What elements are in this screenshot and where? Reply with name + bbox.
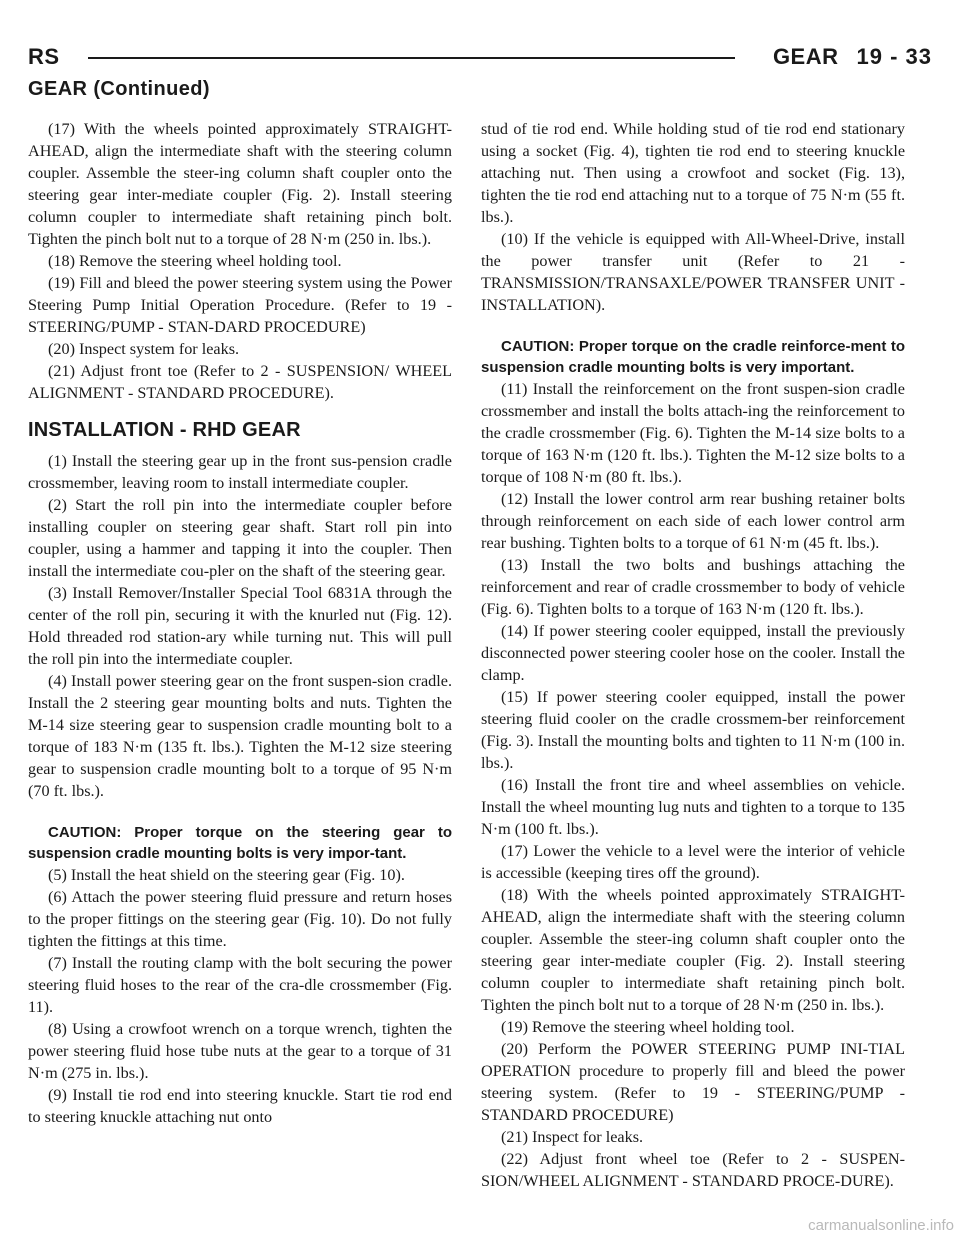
- step-paragraph: (16) Install the front tire and wheel assemblies on vehicle. Install the wheel mounting lug nuts and tighten to a torque to 135 N·m (100 ft. lbs.).: [481, 776, 905, 838]
- step-paragraph: (6) Attach the power steering fluid pressure and return hoses to the proper fittings on the steering gear (Fig. 10). Do not fully tighten the fittings at this time.: [28, 888, 452, 950]
- step-paragraph: (14) If power steering cooler equipped, install the previously disconnected power steering cooler hose on the cooler. Install the clamp.: [481, 622, 905, 684]
- continued-title: GEAR (Continued): [28, 78, 210, 100]
- step-paragraph: (22) Adjust front wheel toe (Refer to 2 - SUSPEN-SION/WHEEL ALIGNMENT - STANDARD PROCE-DURE).: [481, 1150, 905, 1190]
- step-paragraph: (18) Remove the steering wheel holding tool.: [48, 252, 342, 270]
- header-model-code: RS: [28, 44, 60, 69]
- left-column: [28, 118, 452, 1128]
- step-paragraph: (17) Lower the vehicle to a level were the interior of vehicle is accessible (keeping tires off the ground).: [481, 842, 905, 882]
- step-paragraph: (8) Using a crowfoot wrench on a torque wrench, tighten the power steering fluid hose tube nuts at the gear to a torque of 31 N·m (275 in. lbs.).: [28, 1020, 452, 1082]
- caution-note: CAUTION: Proper torque on the cradle reinforce-ment to suspension cradle mounting bolts is very important.: [481, 338, 905, 376]
- step-paragraph: (2) Start the roll pin into the intermediate coupler before installing coupler on steering gear shaft. Start roll pin into coupler, using a hammer and tapping it into the coupler. Then install the intermediate cou-pler on the shaft of the steering gear.: [28, 496, 452, 580]
- right-column: [481, 118, 905, 1192]
- step-paragraph: (1) Install the steering gear up in the front sus-pension cradle crossmember, leaving room to install intermediate coupler.: [28, 452, 452, 492]
- step-paragraph: (19) Fill and bleed the power steering system using the Power Steering Pump Initial Operation Procedure. (Refer to 19 - STEERING/PUMP - STAN-DARD PROCEDURE): [28, 274, 452, 336]
- header-page-number: 19 - 33: [856, 44, 932, 69]
- step-paragraph: (13) Install the two bolts and bushings attaching the reinforcement and rear of cradle crossmember to body of vehicle (Fig. 6). Tighten bolts to a torque of 163 N·m (120 ft. lbs.).: [481, 556, 905, 618]
- header-rule: [88, 57, 735, 59]
- step-paragraph: (15) If power steering cooler equipped, install the power steering fluid cooler on the cradle crossmem-ber reinforcement (Fig. 3). Install the mounting bolts and tighten to 11 N·m (100 in. lbs.).: [481, 688, 905, 772]
- caution-note: CAUTION: Proper torque on the steering gear to suspension cradle mounting bolts is very impor-tant.: [28, 824, 452, 862]
- step-paragraph: (17) With the wheels pointed approximately STRAIGHT-AHEAD, align the intermediate shaft with the steering column coupler. Assemble the steer-ing column shaft coupler onto the steering gear inter-mediate coupler (Fig. 2). Install steering column coupler to intermediate shaft retaining pinch bolt. Tighten the pinch bolt nut to a torque of 28 N·m (250 in. lbs.).: [28, 120, 452, 248]
- section-heading: INSTALLATION - RHD GEAR: [28, 419, 301, 441]
- step-paragraph: (12) Install the lower control arm rear bushing retainer bolts through reinforcement on each side of each lower control arm rear bushing. Tighten bolts to a torque of 61 N·m (45 ft. lbs.).: [481, 490, 905, 552]
- watermark-text: carmanualsonline.info: [808, 1217, 954, 1234]
- step-paragraph: (20) Perform the POWER STEERING PUMP INI-TIAL OPERATION procedure to properly fill and bleed the power steering system. (Refer to 19 - STEERING/PUMP - STANDARD PROCEDURE): [481, 1040, 905, 1124]
- step-paragraph: (4) Install power steering gear on the front suspen-sion cradle. Install the 2 steering gear mounting bolts and nuts. Tighten the M-14 size steering gear to suspension cradle mounting bolt to a torque of 183 N·m (135 ft. lbs.). Tighten the M-12 size steering gear to suspension cradle mounting bolt to a torque of 95 N·m (70 ft. lbs.).: [28, 672, 452, 800]
- step-paragraph: (18) With the wheels pointed approximately STRAIGHT-AHEAD, align the intermediate shaft with the steering column coupler. Assemble the steer-ing column shaft coupler onto the steering gear inter-mediate coupler (Fig. 2). Install steering column coupler to intermediate shaft retaining pinch bolt. Tighten the pinch bolt nut to a torque of 28 N·m (250 in. lbs.).: [481, 886, 905, 1014]
- step-paragraph: (7) Install the routing clamp with the bolt securing the power steering fluid hoses to the rear of the cra-dle crossmember (Fig. 11).: [28, 954, 452, 1016]
- step-paragraph: (9) Install tie rod end into steering knuckle. Start tie rod end to steering knuckle attaching nut onto: [28, 1086, 452, 1126]
- step-paragraph: (21) Inspect for leaks.: [501, 1128, 644, 1146]
- step-paragraph: (5) Install the heat shield on the steering gear (Fig. 10).: [48, 866, 405, 884]
- step-paragraph: (20) Inspect system for leaks.: [48, 340, 240, 358]
- step-paragraph: (10) If the vehicle is equipped with All-Wheel-Drive, install the power transfer unit (Refer to 21 - TRANSMISSION/TRANSAXLE/POWER TRANSFER UNIT - INSTALLATION).: [481, 230, 905, 314]
- step-paragraph: (21) Adjust front toe (Refer to 2 - SUSPENSION/ WHEEL ALIGNMENT - STANDARD PROCEDURE).: [28, 362, 452, 402]
- step-paragraph: (19) Remove the steering wheel holding tool.: [501, 1018, 795, 1036]
- step-paragraph: (11) Install the reinforcement on the front suspen-sion cradle crossmember and install the bolts attach-ing the reinforcement to the cradle crossmember (Fig. 6). Tighten the M-14 size bolts to a torque of 163 N·m (120 ft. lbs.). Tighten the M-12 size bolts to a torque of 108 N·m (80 ft. lbs.).: [481, 380, 905, 486]
- step-paragraph: (3) Install Remover/Installer Special Tool 6831A through the center of the roll pin, securing it with the knurled nut (Fig. 12). Hold threaded rod station-ary while turning nut. This will pull the roll pin into the intermediate coupler.: [28, 584, 452, 668]
- step-paragraph-continued: stud of tie rod end. While holding stud of tie rod end stationary using a socket (Fig. 4), tighten tie rod end to steering knuckle attaching nut. Then using a crowfoot and socket (Fig. 13), tighten the tie rod end attaching nut to a torque of 75 N·m (55 ft. lbs.).: [481, 120, 905, 226]
- header-section-title: GEAR: [772, 44, 839, 69]
- header-right: [773, 44, 932, 70]
